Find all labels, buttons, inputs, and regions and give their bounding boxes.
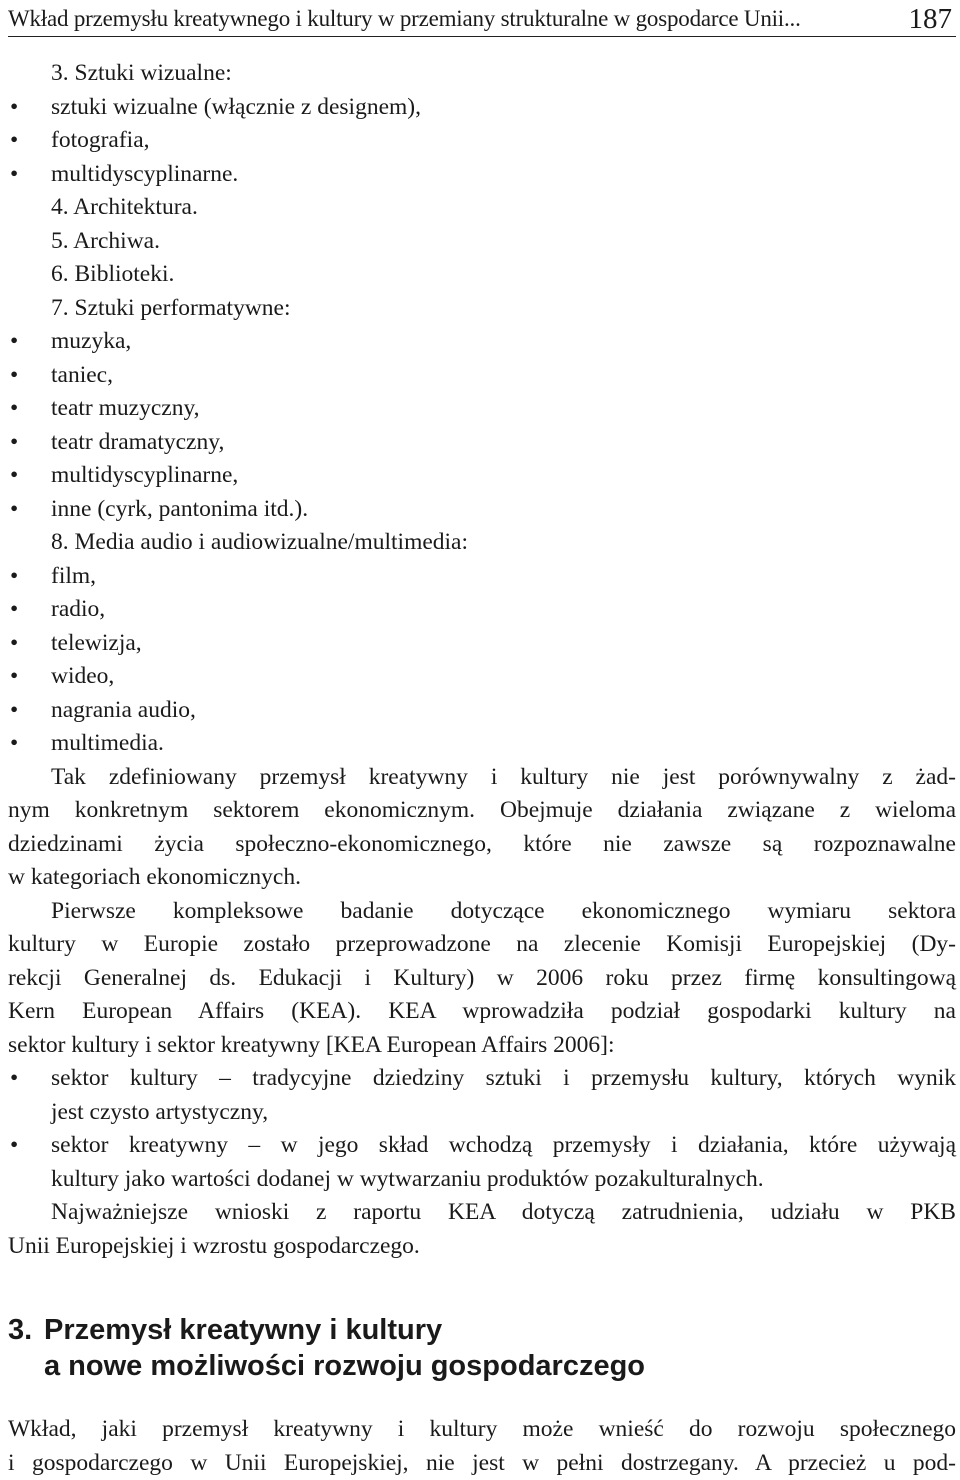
list-item: • sztuki wizualne (włącznie z designem),: [8, 91, 956, 125]
paragraph-line: dziedzinami życia społeczno-ekonomicznego, które nie zawsze są rozpoznawalne: [8, 830, 956, 857]
list-heading: 4. Architektura.: [51, 194, 198, 220]
list-heading: 5. Archiwa.: [51, 227, 160, 254]
paragraph: [8, 761, 956, 895]
paragraph-line: • sektor kreatywny – w jego skład wchodzą przemysły i działania, które używają: [51, 1132, 956, 1158]
list-item: • inne (cyrk, pantonima itd.).: [8, 493, 956, 527]
paragraph-line: kultury w Europie zostało przeprowadzone na zlecenie Komisji Europejskiej (Dy-: [8, 931, 956, 957]
list-item: • multimedia.: [8, 727, 956, 761]
list-item: • multidyscyplinarne,: [8, 459, 956, 493]
page-number: 187: [908, 2, 952, 35]
document-page: [8, 0, 956, 1479]
paragraph: [8, 1412, 956, 1479]
paragraph-line: rekcji Generalnej ds. Edukacji i Kultury) w 2006 roku przez firmę konsultingową: [8, 964, 956, 991]
bullet-paragraph: [8, 1129, 956, 1196]
running-title: Wkład przemysłu kreatywnego i kultury w przemiany strukturalne w gospodarce Unii...: [8, 6, 801, 31]
list-item: • radio,: [8, 593, 956, 627]
paragraph-line: i gospodarczego w Unii Europejskiej, nie jest w pełni dostrzegany. A przecież u pod-: [8, 1449, 956, 1476]
list-item: • taniec,: [8, 359, 956, 393]
paragraph-line: Kern European Affairs (KEA). KEA wprowadziła podział gospodarki kultury na: [8, 998, 956, 1024]
list-heading: 8. Media audio i audiowizualne/multimedia:: [51, 529, 469, 555]
paragraph: [8, 1196, 956, 1263]
list-item: • fotografia,: [8, 124, 956, 158]
list-item: • teatr dramatyczny,: [8, 426, 956, 460]
list-item: • teatr muzyczny,: [8, 392, 956, 426]
paragraph: [8, 895, 956, 1063]
list-item: • wideo,: [8, 660, 956, 694]
section-title-line: Przemysł kreatywny i kultury: [44, 1314, 443, 1346]
paragraph-line: nym konkretnym sektorem ekonomicznym. Obejmuje działania związane z wieloma: [8, 797, 956, 823]
paragraph-line: Tak zdefiniowany przemysł kreatywny i kultury nie jest porównywalny z żad-: [51, 763, 956, 790]
list-heading: 6. Biblioteki.: [51, 261, 175, 287]
paragraph-line: sektor kultury i sektor kreatywny [KEA European Affairs 2006]:: [8, 1031, 615, 1058]
section-heading: [8, 1312, 645, 1384]
bullet-paragraph: [8, 1062, 956, 1129]
paragraph-line: • sektor kultury – tradycyjne dziedziny sztuki i przemysłu kultury, których wynik: [51, 1065, 956, 1091]
list-item: • telewizja,: [8, 627, 956, 661]
list-heading: 7. Sztuki performatywne:: [51, 294, 291, 321]
running-header: [8, 2, 956, 37]
paragraph-line: Najważniejsze wnioski z raportu KEA dotyczą zatrudnienia, udziału w PKB: [51, 1199, 956, 1225]
list-item: • multidyscyplinarne.: [8, 158, 956, 192]
section-title-line: a nowe możliwości rozwoju gospodarczego: [44, 1350, 646, 1382]
paragraph-line: Unii Europejskiej i wzrostu gospodarczego.: [8, 1232, 420, 1259]
paragraph-line: Pierwsze kompleksowe badanie dotyczące ekonomicznego wymiaru sektora: [51, 897, 956, 924]
paragraph-line: w kategoriach ekonomicznych.: [8, 864, 301, 890]
list-heading: 3. Sztuki wizualne:: [51, 60, 232, 86]
list-item: • film,: [8, 560, 956, 594]
list-item: • nagrania audio,: [8, 694, 956, 728]
paragraph-line: jest czysto artystyczny,: [51, 1098, 269, 1125]
paragraph-line: kultury jako wartości dodanej w wytwarzaniu produktów pozakulturalnych.: [51, 1165, 764, 1192]
body-text: [8, 57, 956, 1263]
section-number: 3.: [8, 1314, 33, 1346]
paragraph-line: Wkład, jaki przemysł kreatywny i kultury może wnieść do rozwoju społecznego: [8, 1416, 956, 1442]
list-item: • muzyka,: [8, 325, 956, 359]
